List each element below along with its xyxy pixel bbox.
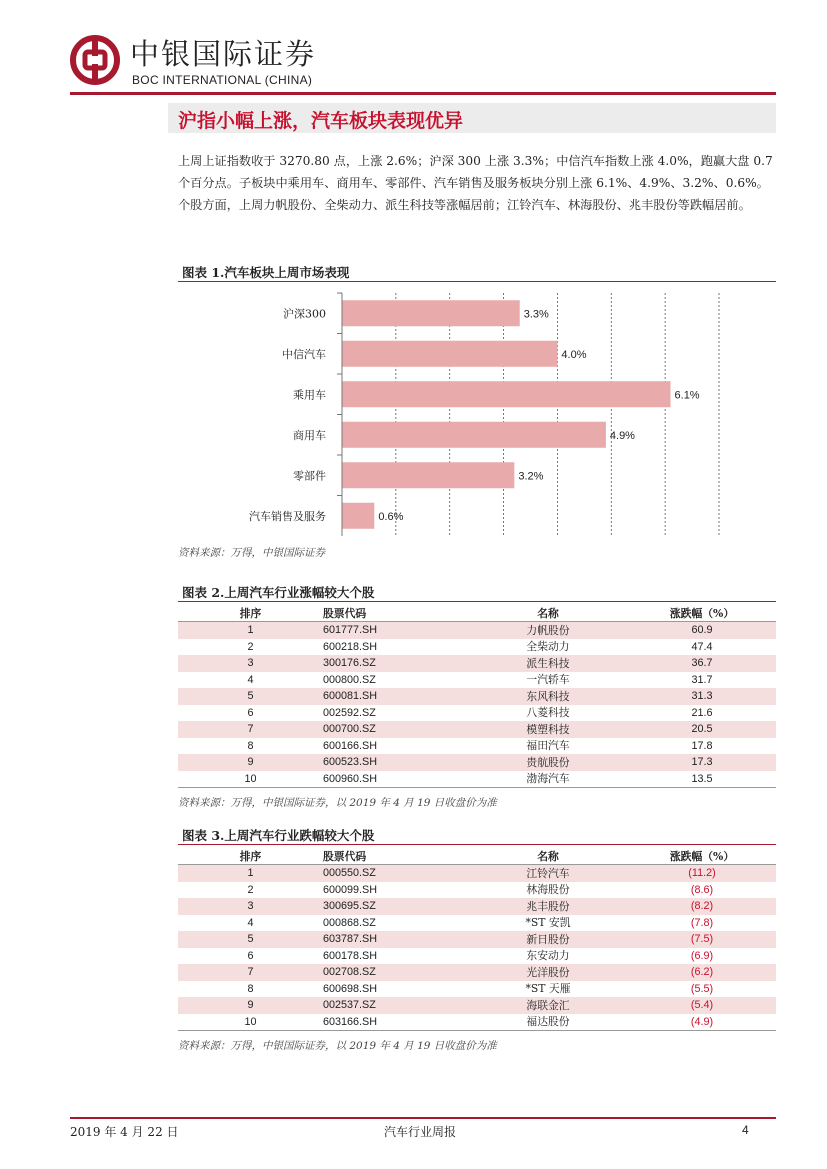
- brand-name-en: BOC INTERNATIONAL (CHINA): [132, 73, 313, 87]
- figure2-caption: 图表 2.上周汽车行业涨幅较大个股: [182, 585, 375, 600]
- cell-rank: 8: [247, 739, 254, 752]
- figure1-caption-rule: [178, 281, 776, 283]
- cell-name: 东风科技: [468, 688, 628, 705]
- cell-rank: 4: [247, 916, 254, 929]
- figure1-caption: 图表 1.汽车板块上周市场表现: [182, 265, 350, 280]
- cell-code: 601777.SH: [323, 622, 468, 639]
- col-code: 股票代码: [323, 848, 468, 865]
- footer-report-name: 汽车行业周报: [384, 1125, 457, 1139]
- bar-3: [342, 422, 606, 448]
- table-row: [178, 948, 776, 965]
- cell-change: 20.5: [628, 721, 776, 738]
- table-row: [178, 882, 776, 899]
- section-title: 沪指小幅上涨，汽车板块表现优异: [178, 110, 464, 132]
- cell-rank: 2: [247, 883, 254, 896]
- footer-page-number: 4: [742, 1123, 749, 1137]
- cell-code: 300176.SZ: [323, 655, 468, 672]
- cell-change: 17.3: [628, 754, 776, 771]
- cell-name: 一汽轿车: [526, 673, 570, 687]
- cell-code: 600960.SH: [323, 771, 468, 788]
- bar-4: [342, 462, 514, 488]
- cell-code: 600081.SH: [323, 688, 468, 705]
- table-row: [178, 1014, 776, 1031]
- cell-code: 000550.SZ: [323, 865, 468, 882]
- cell-name: 福达股份: [468, 1014, 628, 1031]
- cell-name: 兆丰股份: [468, 898, 628, 915]
- cell-rank: 2: [247, 640, 254, 653]
- cell-rank: 9: [178, 754, 323, 771]
- cell-rank: 6: [247, 949, 254, 962]
- bar-5: [342, 503, 374, 529]
- cell-code: 600099.SH: [323, 883, 378, 896]
- table-row: [178, 771, 776, 788]
- table-row: [178, 738, 776, 755]
- cell-name: 新日股份: [468, 931, 628, 948]
- cell-code: 002537.SZ: [323, 997, 468, 1014]
- cell-rank: 3: [178, 898, 323, 915]
- footer-date: 2019 年 4 月 22 日: [70, 1125, 179, 1139]
- cell-change: 31.3: [628, 688, 776, 705]
- table-header-row: [178, 605, 776, 622]
- cell-code: 300695.SZ: [323, 898, 468, 915]
- col-code: 股票代码: [323, 605, 468, 622]
- brand-name-cn: 中银国际证券: [130, 37, 317, 71]
- cell-code: 603787.SH: [323, 931, 468, 948]
- cell-change: (7.8): [690, 916, 714, 929]
- boc-logo: [70, 35, 120, 85]
- table-row: [178, 981, 776, 998]
- table-row: [178, 915, 776, 932]
- col-name: 名称: [468, 605, 628, 622]
- figure3-caption: 图表 3.上周汽车行业跌幅较大个股: [182, 828, 375, 843]
- cell-rank: 8: [247, 982, 254, 995]
- cell-code: 600178.SH: [323, 949, 378, 962]
- cell-rank: 6: [247, 706, 254, 719]
- table-row: [178, 865, 776, 882]
- cell-name: 贵航股份: [468, 754, 628, 771]
- cell-code: 600166.SH: [323, 739, 378, 752]
- table-row: [178, 931, 776, 948]
- cell-name: 全柴动力: [526, 640, 570, 654]
- cell-change: (7.5): [628, 931, 776, 948]
- cell-rank: 9: [178, 997, 323, 1014]
- table-row: [178, 754, 776, 771]
- figure2-caption-bar: [178, 582, 776, 602]
- cell-code: 000700.SZ: [323, 721, 468, 738]
- figure3-caption-bar: [178, 825, 776, 845]
- cell-change: (8.2): [628, 898, 776, 915]
- cell-change: 36.7: [628, 655, 776, 672]
- figure1-source: 资料来源：万得，中银国际证券: [178, 547, 325, 559]
- header-rule: [70, 92, 776, 95]
- figure3-caption-rule: [178, 844, 776, 846]
- figure2-source: 资料来源：万得，中银国际证券，以 2019 年 4 月 19 日收盘价为准: [178, 797, 497, 809]
- cell-code: 000800.SZ: [323, 673, 376, 686]
- cell-rank: 1: [178, 865, 323, 882]
- cell-name: 林海股份: [526, 883, 570, 897]
- cell-code: 603166.SH: [323, 1014, 468, 1031]
- value-label: 3.3%: [523, 308, 549, 321]
- cell-change: (5.5): [690, 982, 714, 995]
- cell-change: 21.6: [691, 706, 713, 719]
- category-label: 商用车: [293, 428, 326, 442]
- bar-0: [342, 300, 520, 326]
- top-losers-table: [178, 848, 776, 1031]
- table-row: [178, 639, 776, 656]
- col-change: 涨跌幅（%）: [628, 605, 776, 622]
- chart-grid: [342, 293, 719, 536]
- cell-code: 600218.SH: [323, 640, 378, 653]
- figure1-caption-bar: [178, 262, 776, 282]
- cell-change: (6.9): [690, 949, 714, 962]
- cell-change: 60.9: [628, 622, 776, 639]
- col-rank: 排序: [178, 605, 323, 622]
- value-label: 0.6%: [378, 510, 404, 523]
- cell-code: 000868.SZ: [323, 916, 376, 929]
- category-label: 零部件: [293, 469, 326, 483]
- market-performance-chart: [178, 285, 776, 542]
- cell-rank: 5: [178, 688, 323, 705]
- cell-change: (4.9): [628, 1014, 776, 1031]
- table-row: [178, 721, 776, 738]
- value-label: 4.9%: [609, 429, 635, 442]
- cell-rank: 4: [247, 673, 254, 686]
- cell-name: 福田汽车: [526, 739, 570, 753]
- cell-name: 光洋股份: [468, 964, 628, 981]
- col-change: 涨跌幅（%）: [628, 848, 776, 865]
- table-row: [178, 672, 776, 689]
- value-label: 4.0%: [561, 348, 587, 361]
- boc-logo-icon: [70, 35, 120, 85]
- cell-rank: 1: [178, 622, 323, 639]
- cell-name: 海联金汇: [468, 997, 628, 1014]
- figure2-caption-rule: [178, 601, 776, 603]
- cell-code: 600698.SH: [323, 982, 378, 995]
- table-row: [178, 655, 776, 672]
- value-label: 3.2%: [518, 470, 544, 483]
- cell-name: *ST 天雁: [525, 982, 571, 996]
- cell-name: 派生科技: [468, 655, 628, 672]
- cell-name: 东安动力: [526, 949, 570, 963]
- cell-code: 002592.SZ: [323, 706, 376, 719]
- col-name: 名称: [468, 848, 628, 865]
- cell-name: 八菱科技: [526, 706, 570, 720]
- cell-rank: 10: [178, 1014, 323, 1031]
- cell-name: *ST 安凯: [525, 916, 571, 930]
- cell-name: 模塑科技: [468, 721, 628, 738]
- cell-change: 31.7: [691, 673, 713, 686]
- cell-change: (11.2): [628, 865, 776, 882]
- cell-name: 渤海汽车: [468, 771, 628, 788]
- cell-rank: 3: [178, 655, 323, 672]
- table-row: [178, 688, 776, 705]
- cell-change: (8.6): [690, 883, 714, 896]
- top-gainers-table: [178, 605, 776, 788]
- cell-rank: 5: [178, 931, 323, 948]
- table-row: [178, 997, 776, 1014]
- category-label: 沪深300: [283, 307, 326, 321]
- table-row: [178, 705, 776, 722]
- cell-change: (5.4): [628, 997, 776, 1014]
- cell-change: (6.2): [628, 964, 776, 981]
- value-label: 6.1%: [674, 389, 700, 402]
- body-paragraph: 上周上证指数收于 3270.80 点，上涨 2.6%；沪深 300 上涨 3.3%；中信汽车指数上涨 4.0%，跑赢大盘 0.7 个百分点。子板块中乘用车、商用车、零部件、汽车销售及服务板块分别上涨 6.1%、4.9%、3.2%、0.6%。个股方面，上周力帆股份、全柴动力、派生科技等涨幅居前；江铃汽车、林海股份、兆丰股份等跌幅居前。: [178, 154, 773, 212]
- cell-code: 600523.SH: [323, 754, 468, 771]
- table-row: [178, 964, 776, 981]
- bar-1: [342, 341, 557, 367]
- cell-rank: 10: [178, 771, 323, 788]
- table-row: [178, 622, 776, 639]
- footer-rule: [70, 1117, 776, 1119]
- category-label: 汽车销售及服务: [249, 509, 326, 523]
- cell-change: 17.8: [691, 739, 713, 752]
- category-label: 中信汽车: [282, 347, 326, 361]
- cell-rank: 7: [178, 721, 323, 738]
- figure3-source: 资料来源：万得，中银国际证券，以 2019 年 4 月 19 日收盘价为准: [178, 1040, 497, 1052]
- col-rank: 排序: [178, 848, 323, 865]
- bar-2: [342, 381, 671, 407]
- cell-change: 47.4: [691, 640, 713, 653]
- table-header-row: [178, 848, 776, 865]
- cell-name: 江铃汽车: [468, 865, 628, 882]
- table-row: [178, 898, 776, 915]
- cell-code: 002708.SZ: [323, 964, 468, 981]
- category-label: 乘用车: [293, 388, 326, 402]
- cell-rank: 7: [178, 964, 323, 981]
- cell-name: 力帆股份: [468, 622, 628, 639]
- chart-bars: [249, 293, 700, 529]
- cell-change: 13.5: [628, 771, 776, 788]
